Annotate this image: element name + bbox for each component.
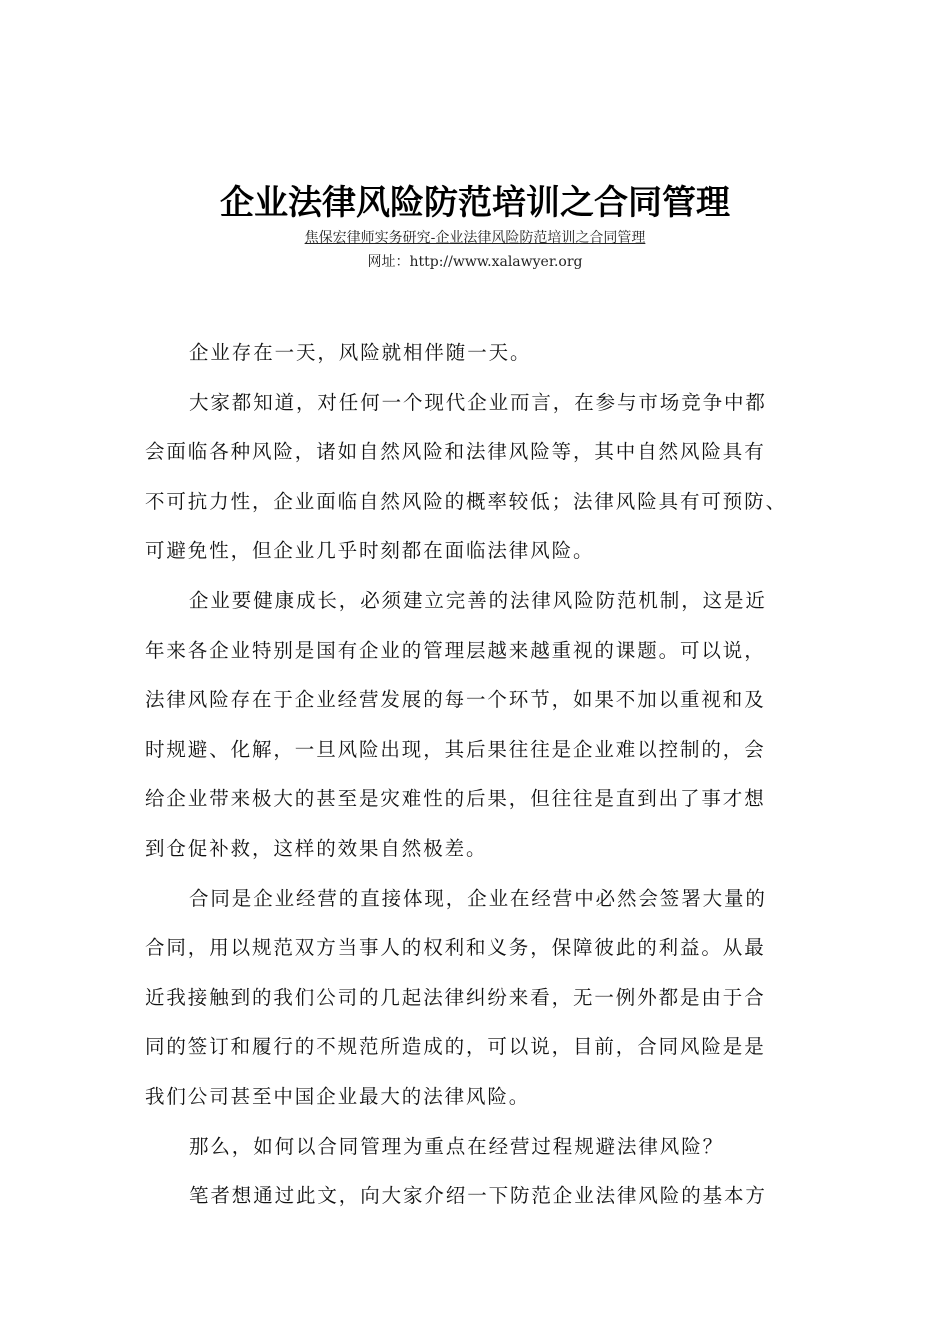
paragraph-line: 合同是企业经营的直接体现，企业在经营中必然会签署大量的: [189, 886, 767, 910]
paragraph-line: 不可抗力性，企业面临自然风险的概率较低；法律风险具有可预防、: [145, 489, 788, 513]
paragraph-line: 法律风险存在于企业经营发展的每一个环节，如果不加以重视和及: [145, 688, 766, 712]
paragraph-line: 可避免性，但企业几乎时刻都在面临法律风险。: [145, 539, 595, 563]
subtitle-link[interactable]: 焦保宏律师实务研究-企业法律风险防范培训之合同管理: [304, 230, 646, 246]
paragraph-line: 笔者想通过此文，向大家介绍一下防范企业法律风险的基本方: [189, 1184, 767, 1208]
paragraph-line: 大家都知道，对任何一个现代企业而言，在参与市场竞争中都: [189, 390, 767, 414]
paragraph-line: 那么，如何以合同管理为重点在经营过程规避法律风险？: [189, 1134, 725, 1158]
paragraph-line: 会面临各种风险，诸如自然风险和法律风险等，其中自然风险具有: [145, 440, 766, 464]
body-text: [145, 328, 825, 1221]
document-subtitle: [0, 228, 950, 248]
paragraph-line: 到仓促补救，这样的效果自然极差。: [145, 836, 488, 860]
paragraph-line: 企业要健康成长，必须建立完善的法律风险防范机制，这是近: [189, 588, 767, 612]
paragraph-line: 合同，用以规范双方当事人的权利和义务，保障彼此的利益。从最: [145, 936, 766, 960]
paragraph-line: 我们公司甚至中国企业最大的法律风险。: [145, 1084, 531, 1108]
document-title: 企业法律风险防范培训之合同管理: [220, 183, 730, 223]
paragraph-line: 同的签订和履行的不规范所造成的，可以说，目前，合同风险是是: [145, 1035, 766, 1059]
paragraph-line: 企业存在一天，风险就相伴随一天。: [189, 341, 532, 364]
paragraph-line: 给企业带来极大的甚至是灾难性的后果，但往往是直到出了事才想: [145, 787, 766, 811]
paragraph-line: 近我接触到的我们公司的几起法律纠纷来看，无一例外都是由于合: [145, 985, 766, 1009]
website-line: 网址：http://www.xalawyer.org: [367, 254, 583, 270]
paragraph-line: 年来各企业特别是国有企业的管理层越来越重视的课题。可以说，: [145, 638, 766, 662]
paragraph-line: 时规避、化解，一旦风险出现，其后果往往是企业难以控制的，会: [145, 737, 766, 761]
